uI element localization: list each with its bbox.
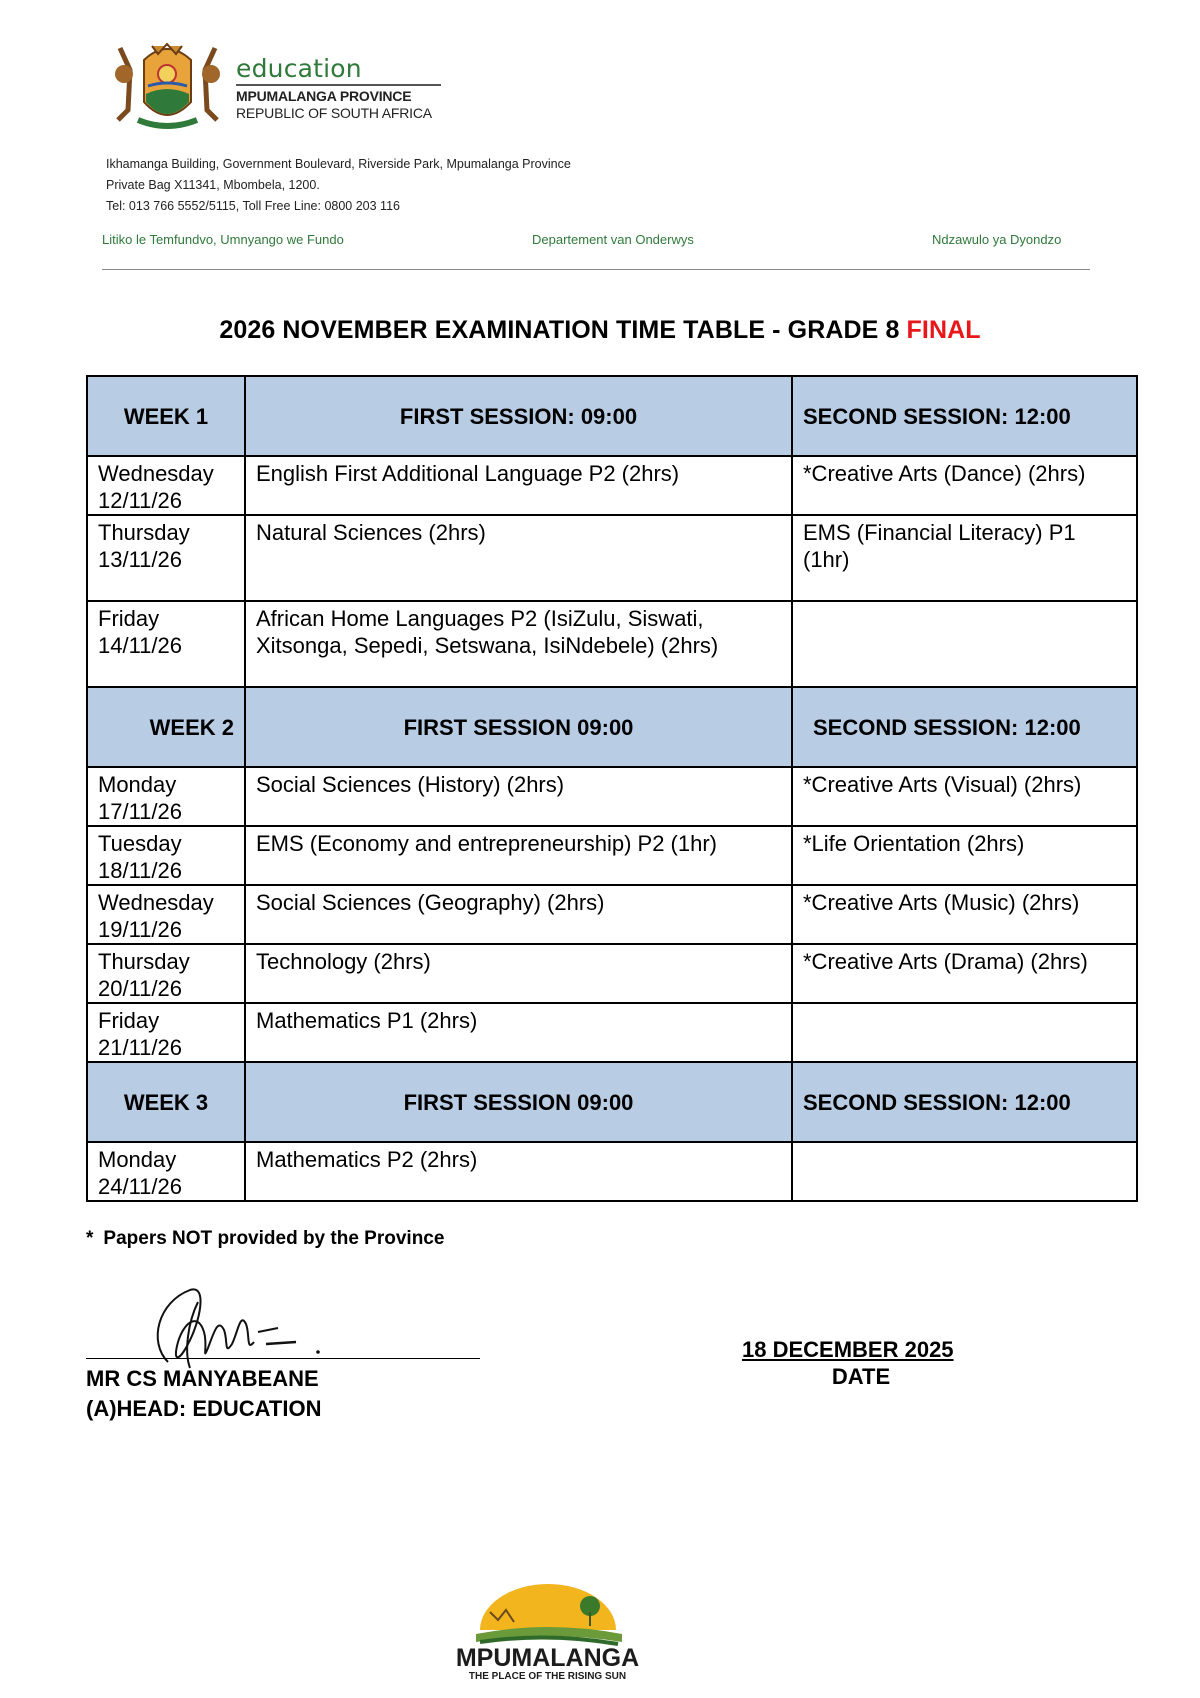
table-row xyxy=(87,515,1137,601)
table-row xyxy=(87,767,1137,826)
address-line: Ikhamanga Building, Government Boulevard, Riverside Park, Mpumalanga Province xyxy=(106,157,571,171)
first-session-paper: Social Sciences (Geography) (2hrs) xyxy=(245,885,792,944)
title-text: 2026 NOVEMBER EXAMINATION TIME TABLE - GRADE 8 xyxy=(219,316,900,344)
title-status: FINAL xyxy=(906,316,981,344)
address-line: Private Bag X11341, Mbombela, 1200. xyxy=(106,178,320,192)
footnote-text: Papers NOT provided by the Province xyxy=(103,1228,445,1249)
footer-logo-tagline: THE PLACE OF THE RISING SUN xyxy=(468,1671,627,1682)
table-row xyxy=(87,601,1137,687)
date-cell xyxy=(87,1142,245,1201)
first-session-paper: Mathematics P2 (2hrs) xyxy=(245,1142,792,1201)
date-cell xyxy=(87,1003,245,1062)
day-name: Wednesday xyxy=(98,461,214,486)
department-name-tsonga: Ndzawulo ya Dyondzo xyxy=(932,232,1062,247)
exam-date: 24/11/26 xyxy=(98,1174,183,1199)
second-session-paper xyxy=(792,1003,1137,1062)
exam-date: 20/11/26 xyxy=(98,976,183,1001)
address-line: Tel: 013 766 5552/5115, Toll Free Line: 0800 203 116 xyxy=(106,199,400,213)
address-block xyxy=(106,154,571,217)
first-session-header: FIRST SESSION 09:00 xyxy=(245,687,792,767)
exam-timetable xyxy=(86,375,1138,1202)
signature-line xyxy=(86,1358,480,1359)
exam-date: 17/11/26 xyxy=(98,799,183,824)
week-header-row xyxy=(87,687,1137,767)
week-header-row xyxy=(87,376,1137,456)
date-cell xyxy=(87,456,245,515)
day-name: Monday xyxy=(98,772,177,797)
footnote-marker: * xyxy=(86,1228,94,1249)
second-session-paper: *Creative Arts (Drama) (2hrs) xyxy=(792,944,1137,1003)
first-session-paper: Natural Sciences (2hrs) xyxy=(245,515,792,601)
first-session-paper: Mathematics P1 (2hrs) xyxy=(245,1003,792,1062)
second-session-header: SECOND SESSION: 12:00 xyxy=(792,376,1137,456)
exam-date: 19/11/26 xyxy=(98,917,183,942)
date-cell xyxy=(87,885,245,944)
week-header-row xyxy=(87,1062,1137,1142)
exam-date: 13/11/26 xyxy=(98,547,183,572)
first-session-paper: EMS (Economy and entrepreneurship) P2 (1hr) xyxy=(245,826,792,885)
date-cell xyxy=(87,826,245,885)
second-session-header: SECOND SESSION: 12:00 xyxy=(792,1062,1137,1142)
first-session-header: FIRST SESSION: 09:00 xyxy=(245,376,792,456)
coat-of-arms-icon xyxy=(100,40,235,135)
country-name: REPUBLIC OF SOUTH AFRICA xyxy=(236,105,432,121)
day-name: Thursday xyxy=(98,520,190,545)
table-row xyxy=(87,826,1137,885)
first-session-paper: Social Sciences (History) (2hrs) xyxy=(245,767,792,826)
table-row xyxy=(87,1142,1137,1201)
second-session-paper: EMS (Financial Literacy) P1 (1hr) xyxy=(792,515,1137,601)
document-title xyxy=(0,316,1200,345)
day-name: Monday xyxy=(98,1147,177,1172)
exam-date: 18/11/26 xyxy=(98,858,183,883)
first-session-header: FIRST SESSION 09:00 xyxy=(245,1062,792,1142)
department-name-afrikaans: Departement van Onderwys xyxy=(532,232,694,247)
signature-date: 18 DECEMBER 2025 xyxy=(742,1337,954,1362)
second-session-paper xyxy=(792,601,1137,687)
week-label: WEEK 3 xyxy=(87,1062,245,1142)
date-label: DATE xyxy=(831,1364,891,1389)
date-cell xyxy=(87,767,245,826)
day-name: Thursday xyxy=(98,949,190,974)
second-session-paper: *Creative Arts (Music) (2hrs) xyxy=(792,885,1137,944)
table-row xyxy=(87,944,1137,1003)
second-session-paper: *Creative Arts (Visual) (2hrs) xyxy=(792,767,1137,826)
rising-sun-logo-icon xyxy=(440,1572,655,1682)
exam-date: 14/11/26 xyxy=(98,633,183,658)
province-name: MPUMALANGA PROVINCE xyxy=(236,88,412,104)
signer-name: MR CS MANYABEANE xyxy=(86,1366,319,1391)
second-session-paper xyxy=(792,1142,1137,1201)
week-label: WEEK 1 xyxy=(87,376,245,456)
first-session-paper: African Home Languages P2 (IsiZulu, Siswati, Xitsonga, Sepedi, Setswana, IsiNdebele) (2hrs) xyxy=(245,601,792,687)
day-name: Wednesday xyxy=(98,890,214,915)
footnote xyxy=(86,1228,444,1250)
exam-date: 21/11/26 xyxy=(98,1035,183,1060)
table-row xyxy=(87,456,1137,515)
department-wordmark xyxy=(236,56,441,121)
second-session-paper: *Life Orientation (2hrs) xyxy=(792,826,1137,885)
first-session-paper: Technology (2hrs) xyxy=(245,944,792,1003)
second-session-header: SECOND SESSION: 12:00 xyxy=(792,687,1137,767)
date-cell xyxy=(87,515,245,601)
second-session-paper: *Creative Arts (Dance) (2hrs) xyxy=(792,456,1137,515)
department-name: education xyxy=(236,54,362,83)
date-cell xyxy=(87,944,245,1003)
table-row xyxy=(87,885,1137,944)
footer-logo-name: MPUMALANGA xyxy=(455,1644,640,1672)
week-label: WEEK 2 xyxy=(87,687,245,767)
letterhead-divider xyxy=(102,269,1090,270)
exam-date: 12/11/26 xyxy=(98,488,183,513)
signer-position: (A)HEAD: EDUCATION xyxy=(86,1396,322,1421)
date-cell xyxy=(87,601,245,687)
department-name-swati: Litiko le Temfundvo, Umnyango we Fundo xyxy=(102,232,344,247)
day-name: Tuesday xyxy=(98,831,182,856)
table-row xyxy=(87,1003,1137,1062)
first-session-paper: English First Additional Language P2 (2hrs) xyxy=(245,456,792,515)
wordmark-divider xyxy=(236,84,441,86)
day-name: Friday xyxy=(98,1008,160,1033)
day-name: Friday xyxy=(98,606,160,631)
